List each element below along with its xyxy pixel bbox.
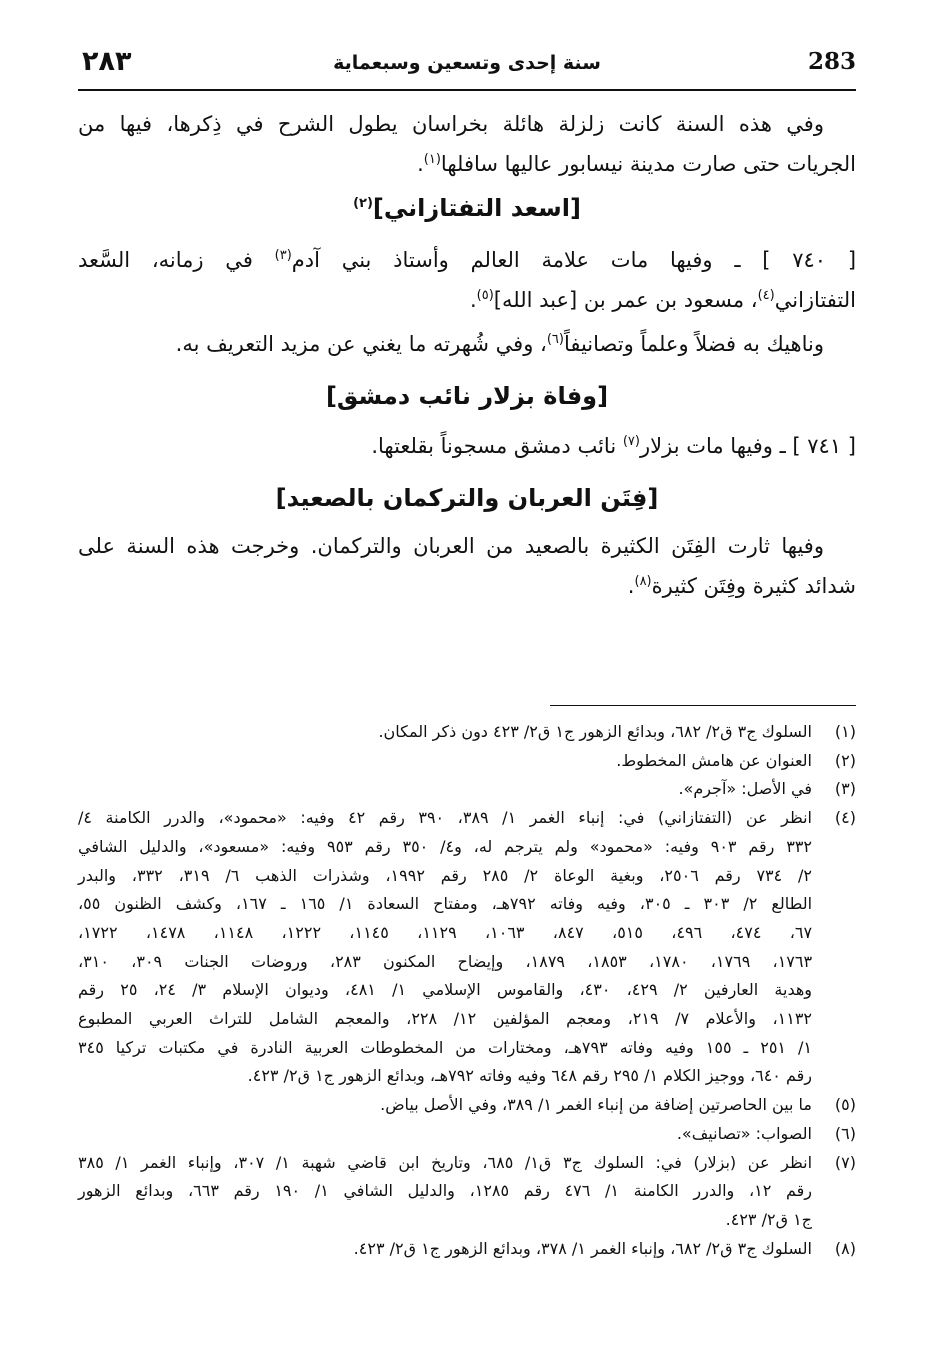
footnote-number: (٣) bbox=[834, 779, 856, 799]
heading-text: [وفاة بزلار نائب دمشق] bbox=[325, 382, 609, 410]
text-run: شدائد كثيرة وفِتَن كثيرة bbox=[651, 574, 856, 598]
footnote-ref: (٤) bbox=[757, 288, 775, 303]
footnote-ref: (٥) bbox=[476, 288, 494, 303]
entry-740 bbox=[78, 240, 856, 320]
footnote-ref: (٨) bbox=[634, 574, 652, 589]
footnote-line: ٢/ ٧٣٤ رقم ٢٥٠٦، وبغية الوعاة ٢/ ٢٨٥ رقم ١٩٩٢، وشذرات الذهب ٦/ ٣١٩، ٣٣٢، والبدر bbox=[78, 865, 813, 885]
paragraph-fitan bbox=[78, 526, 856, 606]
footnote-number: (٢) bbox=[834, 750, 856, 770]
heading-text: [فِتَن العربان والتركمان بالصعيد] bbox=[275, 484, 659, 512]
footnote-line: ٣٣٢ رقم ٩٠٣ وفيه: «محمود» ولم يترجم له، و٤/ ٣٥٠ رقم ٩٥٣ وفيه: «مسعود»، والدليل الشافي bbox=[78, 836, 812, 856]
section-heading-taftazani bbox=[78, 194, 856, 222]
text-line bbox=[78, 240, 856, 280]
footnote-line: ١٧٦٣، ١٧٦٩، ١٧٨٠، ١٨٥٣، ١٨٧٩، وإيضاح المكنون ٢٨٣، وروضات الجنات ٣٠٩، ٣١٠، bbox=[78, 951, 813, 971]
heading-text: [اسعد التفتازاني] bbox=[372, 194, 581, 222]
text-run: الجريات حتى صارت مدينة نيسابور عاليها سافلها bbox=[440, 152, 856, 176]
text-run: في زمانه، السَّعد bbox=[78, 248, 275, 272]
footnote-line: السلوك ج٣ ق٢/ ٦٨٢، وبدائع الزهور ج١ ق٢/ ٤٢٣ دون ذكر المكان. bbox=[378, 722, 812, 741]
footnote-item bbox=[78, 1235, 856, 1264]
footnote-line: ١١٣٢، والأعلام ٧/ ٢١٩، ومعجم المؤلفين ١٢/ ٢٢٨، والمعجم الشامل للتراث العربي المطبوع bbox=[78, 1009, 813, 1029]
footnote-line: الصواب: «تصانيف». bbox=[676, 1123, 812, 1143]
text-run: . bbox=[417, 152, 424, 176]
footnote-line: ما بين الحاصرتين إضافة من إنباء الغمر ١/ ٣٨٩، وفي الأصل بياض. bbox=[380, 1095, 812, 1115]
footnote-line: ٦٧، ٤٧٤، ٤٩٦، ٥١٥، ٨٤٧، ١٠٦٣، ١١٢٩، ١١٤٥، ١٢٢٢، ١١٤٨، ١٤٧٨، ١٧٢٢، bbox=[78, 922, 813, 942]
text-line bbox=[78, 566, 856, 606]
page-number-arabic: ٢٨٣ bbox=[82, 46, 132, 77]
footnote-line: في الأصل: «آجرم». bbox=[678, 779, 812, 799]
footnote-ref: (١) bbox=[423, 152, 441, 167]
footnote-ref: (٧) bbox=[622, 434, 640, 449]
footnote-line: رقم ٦٤٠، ووجيز الكلام ١/ ٢٩٥ رقم ٦٤٨ وفيه وفاته ٧٩٢هـ، وبدائع الزهور ج١ ق٢/ ٤٢٣. bbox=[247, 1066, 812, 1086]
footnote-line: السلوك ج٣ ق٢/ ٦٨٢، وإنباء الغمر ١/ ٣٧٨، وبدائع الزهور ج١ ق٢/ ٤٢٣. bbox=[353, 1238, 812, 1258]
footnote-item bbox=[78, 1091, 856, 1120]
running-header bbox=[78, 40, 856, 86]
footnote-line: ج١ ق٢/ ٤٢٣. bbox=[725, 1209, 812, 1229]
text-run: ، مسعود بن عمر بن [عبد الله] bbox=[493, 288, 758, 312]
footnote-line: الطالع ٢/ ٣٠٣ ـ ٣٠٥، وفيه وفاته ٧٩٢هـ، ومفتاح السعادة ١/ ١٦٥ ـ ١٦٧، وكشف الظنون ٥٥، bbox=[78, 894, 813, 914]
footnote-ref: (٢) bbox=[353, 196, 373, 211]
page-number-latin: 283 bbox=[807, 48, 856, 75]
footnote-item bbox=[78, 718, 856, 747]
footnote-number: (١) bbox=[834, 722, 856, 741]
entry-741 bbox=[78, 426, 856, 466]
section-heading-fitan bbox=[78, 484, 856, 512]
text-run: ، وفي شُهرته ما يغني عن مزيد التعريف به. bbox=[175, 332, 547, 356]
footnote-item bbox=[78, 775, 856, 804]
footnote-ref: (٣) bbox=[274, 248, 292, 263]
footnote-number: (٥) bbox=[834, 1095, 856, 1115]
running-title: سنة إحدى وتسعين وسبعماية bbox=[333, 52, 601, 74]
paragraph-earthquake bbox=[78, 104, 856, 184]
text-run: وناهيك به فضلاً وعلماً وتصانيفاً bbox=[563, 332, 824, 356]
text-line: وفي هذه السنة كانت زلزلة هائلة بخراسان يطول الشرح في ذِكرها، فيها من bbox=[78, 112, 824, 136]
text-run: . bbox=[627, 574, 635, 598]
footnote-item bbox=[78, 747, 856, 776]
footnote-number: (٦) bbox=[834, 1123, 856, 1143]
header-rule bbox=[78, 89, 856, 91]
paragraph-taftazani-praise bbox=[78, 324, 856, 364]
text-run: نائب دمشق مسجوناً بقلعتها. bbox=[371, 434, 623, 458]
footnote-line: العنوان عن هامش المخطوط. bbox=[616, 750, 812, 770]
text-run: [ ٧٤٠ ] ـ وفيها مات علامة العالم وأستاذ بني آدم bbox=[291, 248, 857, 272]
footnote-item bbox=[78, 804, 856, 1091]
text-run: . bbox=[469, 288, 477, 312]
text-run: التفتازاني bbox=[774, 288, 856, 312]
footnote-item bbox=[78, 1149, 856, 1235]
footnote-line: وهدية العارفين ٢/ ٤٢٩، ٤٣٠، والقاموس الإسلامي ١/ ٤٨١، وديوان الإسلام ٣/ ٢٤، ٢٥ رقم bbox=[78, 980, 813, 1000]
footnote-number: (٨) bbox=[834, 1238, 856, 1258]
footnote-line: انظر عن (التفتازاني) في: إنباء الغمر ١/ ٣٨٩، ٣٩٠ رقم ٤٢ وفيه: «محمود»، والدرر الكامنة ٤/ bbox=[78, 808, 813, 828]
section-heading-bazlar bbox=[78, 382, 856, 410]
footnote-ref: (٦) bbox=[546, 332, 564, 347]
footnote-number: (٧) bbox=[834, 1152, 856, 1172]
footnote-line: ١/ ٢٥١ ـ ١٥٥ وفيه وفاته ٧٩٣هـ، ومختارات من المخطوطات العربية النادرة في مكتبات تركيا ٣٤٥ bbox=[78, 1037, 812, 1057]
text-line: وفيها ثارت الفِتَن الكثيرة بالصعيد من العربان والتركمان. وخرجت هذه السنة على bbox=[78, 534, 824, 558]
footnote-number: (٤) bbox=[834, 808, 856, 828]
text-line bbox=[78, 280, 856, 320]
footnote-line: رقم ١٢، والدرر الكامنة ١/ ٤٧٦ رقم ١٢٨٥، والدليل الشافي ١/ ١٩٠ رقم ٦٦٣، وبدائع الزهور bbox=[78, 1181, 813, 1201]
text-line bbox=[78, 426, 856, 466]
footnotes-list bbox=[78, 718, 856, 1263]
footnote-item bbox=[78, 1120, 856, 1149]
text-line bbox=[78, 144, 856, 184]
footnote-separator bbox=[550, 705, 856, 706]
text-line bbox=[78, 324, 856, 364]
text-run: [ ٧٤١ ] ـ وفيها مات بزلار bbox=[639, 434, 856, 458]
footnote-line: انظر عن (بزلار) في: السلوك ج٣ ق١/ ٦٨٥، وتاريخ ابن قاضي شهبة ١/ ٣٠٧، وإنباء الغمر ١/ ٣٨٥ bbox=[78, 1152, 813, 1172]
